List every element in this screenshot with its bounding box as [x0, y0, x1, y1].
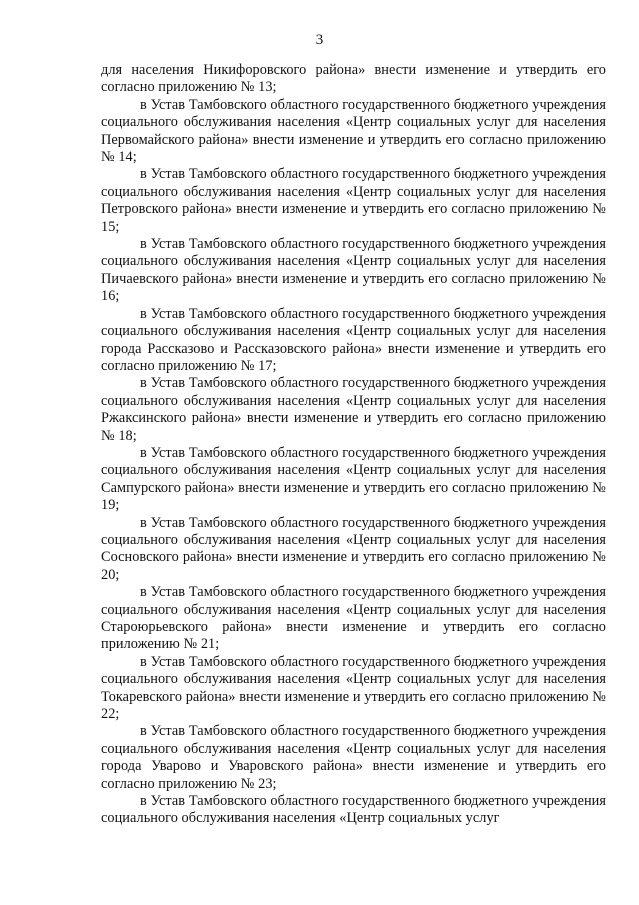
paragraph-appendix-15: в Устав Тамбовского областного государственного бюджетного учреждения социального обслуживания населения «Центр социальных услуг для населения Петровского района» внести изменение и утвердить его согласно приложению № 15;	[101, 166, 606, 235]
paragraph-appendix-22: в Устав Тамбовского областного государственного бюджетного учреждения социального обслуживания населения «Центр социальных услуг для населения Токаревского района» внести изменение и утвердить его согласно приложению № 22;	[101, 653, 606, 723]
paragraph-appendix-18: в Устав Тамбовского областного государственного бюджетного учреждения социального обслуживания населения «Центр социальных услуг для населения Ржаксинского района» внести изменение и утвердить его согласно приложению № 18;	[101, 375, 606, 444]
paragraph-continuation: для населения Никифоровского района» внести изменение и утвердить его согласно приложению № 13;	[101, 62, 606, 96]
paragraph-appendix-21: в Устав Тамбовского областного государственного бюджетного учреждения социального обслуживания населения «Центр социальных услуг для населения Староюрьевского района» внести изменение и утвердить его согласно приложению № 21;	[101, 584, 606, 653]
paragraph-appendix-16: в Устав Тамбовского областного государственного бюджетного учреждения социального обслуживания населения «Центр социальных услуг для населения Пичаевского района» внести изменение и утвердить его согласно приложению № 16;	[101, 236, 606, 305]
paragraph-appendix-20: в Устав Тамбовского областного государственного бюджетного учреждения социального обслуживания населения «Центр социальных услуг для населения Сосновского района» внести изменение и утвердить его согласно приложению № 20;	[101, 514, 606, 583]
paragraph-continued: в Устав Тамбовского областного государственного бюджетного учреждения социального обслуживания населения «Центр социальных услуг	[101, 793, 606, 827]
page-number: 3	[315, 32, 324, 48]
document-body	[101, 62, 606, 828]
paragraph-appendix-17: в Устав Тамбовского областного государственного бюджетного учреждения социального обслуживания населения «Центр социальных услуг для населения города Рассказово и Рассказовского района» внести изменение и утвердить его согласно приложению № 17;	[101, 305, 606, 374]
paragraph-appendix-14: в Устав Тамбовского областного государственного бюджетного учреждения социального обслуживания населения «Центр социальных услуг для населения Первомайского района» внести изменение и утвердить его согласно приложению № 14;	[101, 96, 606, 166]
paragraph-appendix-19: в Устав Тамбовского областного государственного бюджетного учреждения социального обслуживания населения «Центр социальных услуг для населения Сампурского района» внести изменение и утвердить его согласно приложению № 19;	[101, 444, 606, 514]
paragraph-appendix-23: в Устав Тамбовского областного государственного бюджетного учреждения социального обслуживания населения «Центр социальных услуг для населения города Уварово и Уваровского района» внести изменение и утвердить его согласно приложению № 23;	[101, 723, 606, 792]
